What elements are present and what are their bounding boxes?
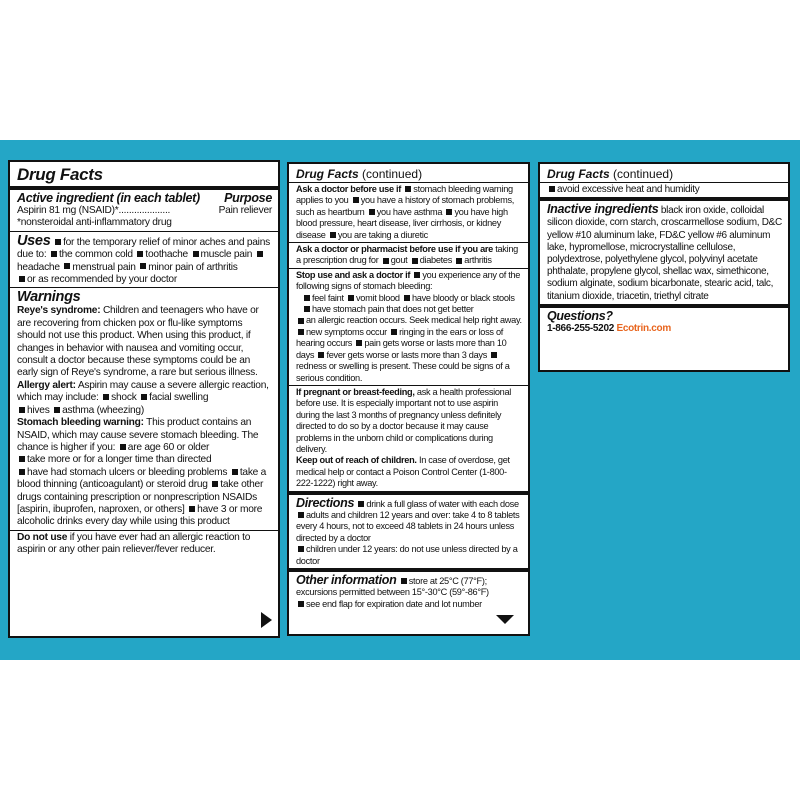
stop-item: feel faint xyxy=(312,292,344,303)
stop-item: vomit blood xyxy=(356,292,400,303)
ask-pharmacist-label: Ask a doctor or pharmacist before use if you are xyxy=(296,244,493,255)
active-ingredient-header-row xyxy=(17,191,272,205)
allergy-label: Allergy alert: xyxy=(17,379,76,391)
divider xyxy=(289,242,528,243)
pregnant-text: ask a health professional before use. It is especially important not to use aspirin during the last 3 months of pregnancy unless definitely directed to do so by a doctor because it may cause problems in the unborn child or complications during delivery. xyxy=(296,386,512,454)
continued-text: (continued) xyxy=(613,167,674,181)
ingredient-row xyxy=(17,205,272,217)
website-link[interactable]: Ecotrin.com xyxy=(616,322,671,334)
stop-item: pain gets worse or lasts more than 10 days xyxy=(296,338,507,360)
stop-item: new symptoms occur xyxy=(306,326,387,337)
allergy-alert xyxy=(17,380,272,417)
inactive-heading: Inactive ingredients xyxy=(547,202,659,217)
ingredient-name: Aspirin 81 mg (NSAID)* xyxy=(17,205,119,216)
stop-item: have stomach pain that does not get better xyxy=(312,304,474,315)
directions-section xyxy=(296,496,522,567)
uses-heading: Uses xyxy=(17,232,51,249)
inactive-text: black iron oxide, colloidal silicon dioxide, corn starch, croscarmellose sodium, D&C yellow #10 aluminum lake, FD&C yellow #6 aluminum lake, hypromellose, microcrystalline cellulose, polydextrose, polyethylene glycol, polyvinyl acetate phthalate, propylene glycol, shellac wax, simethicone, sodium alginate, sodium bicarbonate, stearic acid, talc, titanium dioxide, triacetin, triethyl citrate xyxy=(547,205,782,302)
stop-item: ringing in the ears or loss of hearing occurs xyxy=(296,326,504,349)
inactive-ingredients-section xyxy=(547,202,782,303)
stop-item: fever gets worse or lasts more than 3 days xyxy=(326,349,487,360)
allergy-item: shock xyxy=(111,392,137,404)
other-info-heading: Other information xyxy=(296,573,397,587)
reye-label: Reye's syndrome: xyxy=(17,305,101,317)
continued-text: (continued) xyxy=(362,167,423,181)
stomach-item: are age 60 or older xyxy=(127,441,210,453)
ask-pharmacist-text: taking a prescription drug for xyxy=(296,244,518,266)
directions-heading: Directions xyxy=(296,495,355,510)
stomach-item: have 3 or more alcoholic drinks every day while using this product xyxy=(17,503,263,528)
pregnant-label: If pregnant or breast-feeding, xyxy=(296,386,415,397)
active-ingredient-heading: Active ingredient (in each tablet) xyxy=(17,191,200,205)
divider xyxy=(289,182,528,183)
stop-item: redness or swelling is present. These could be signs of a serious condition. xyxy=(296,361,510,383)
ingredient-purpose: Pain reliever xyxy=(218,205,272,216)
other-info-section xyxy=(296,573,522,610)
ask-pharmacist-section xyxy=(296,244,522,267)
stomach-label: Stomach bleeding warning: xyxy=(17,417,144,429)
keep-out-section xyxy=(296,455,522,489)
ask-doctor-item: you are taking a diuretic xyxy=(337,229,428,240)
do-not-use-text: if you have ever had an allergic reaction to aspirin or any other pain reliever/fever reducer. xyxy=(17,531,251,556)
allergy-item: hives xyxy=(27,404,50,416)
stomach-text: This product contains an NSAID, which may cause severe stomach bleeding. The chance is higher if you: xyxy=(17,417,259,453)
reye-text: Children and teenagers who have or are recovering from chicken pox or flu-like symptoms should not use this product. When using this product, if changes in behavior with nausea and vomiting occur, consult a doctor because these symptoms could be an early sign of Reye's syndrome, a rare but serious illness. xyxy=(17,305,259,379)
uses-item: menstrual pain xyxy=(72,261,136,273)
uses-text: for the temporary relief of minor aches and pains due to: xyxy=(17,236,270,261)
divider xyxy=(10,231,278,232)
divider xyxy=(10,186,278,190)
arrow-down-icon xyxy=(496,615,514,624)
divider xyxy=(289,568,528,572)
ask-pharmacist-item: arthritis xyxy=(464,255,492,266)
divider xyxy=(10,530,278,531)
directions-item: adults and children 12 years and over: take 4 to 8 tablets every 4 hours, not to exceed 48 tablets in 24 hours unless directed by a doctor xyxy=(296,509,520,543)
stomach-item: have had stomach ulcers or bleeding problems xyxy=(27,466,228,478)
arrow-right-icon xyxy=(261,612,272,628)
storage-note xyxy=(547,184,782,196)
divider xyxy=(540,182,788,183)
questions-heading: Questions? xyxy=(547,308,613,323)
ask-doctor-item: stomach bleeding warning applies to you xyxy=(296,184,513,206)
allergy-text: Aspirin may cause a severe allergic reaction, which may include: xyxy=(17,379,269,404)
uses-item: minor pain of arthritis xyxy=(148,261,238,273)
divider xyxy=(10,287,278,288)
uses-item: the common cold xyxy=(59,249,133,261)
divider xyxy=(540,304,788,308)
ask-doctor-section xyxy=(296,184,522,241)
drug-facts-continued-title xyxy=(296,167,522,181)
uses-item: or as recommended by your doctor xyxy=(27,274,177,286)
uses-section xyxy=(17,233,272,287)
uses-item: muscle pain xyxy=(200,249,253,261)
ask-doctor-item: you have a history of stomach problems, such as heartburn xyxy=(296,195,515,217)
allergy-item: asthma (wheezing) xyxy=(62,404,144,416)
drug-facts-panel-3 xyxy=(538,162,790,372)
ask-doctor-item: you have high blood pressure, heart disease, liver cirrhosis, or kidney disease xyxy=(296,206,508,240)
ask-doctor-item: you have asthma xyxy=(376,206,443,217)
avoid-text: avoid excessive heat and humidity xyxy=(557,184,700,195)
contact-row xyxy=(547,323,782,335)
stop-item: an allergic reaction occurs. Seek medical help right away. xyxy=(306,315,522,326)
allergy-item: facial swelling xyxy=(149,392,209,404)
keep-out-text: In case of overdose, get medical help or contact a Poison Control Center (1-800-222-1222) right away. xyxy=(296,455,510,489)
other-info-item: see end flap for expiration date and lot number xyxy=(306,598,482,609)
directions-item: drink a full glass of water with each dose xyxy=(366,498,519,509)
uses-item: headache xyxy=(17,261,60,273)
stop-item: have bloody or black stools xyxy=(411,292,515,303)
ask-doctor-label: Ask a doctor before use if xyxy=(296,184,402,194)
warnings-heading: Warnings xyxy=(17,289,81,306)
divider xyxy=(289,491,528,495)
stomach-item: take a blood thinning (anticoagulant) or steroid drug xyxy=(17,466,267,491)
do-not-use xyxy=(17,532,272,557)
divider xyxy=(289,268,528,269)
other-info-item: store at 25°C (77°F); excursions permitted between 15°-30°C (59°-86°F) xyxy=(296,576,489,598)
stop-use-text: you experience any of the following signs of stomach bleeding: xyxy=(296,269,521,292)
reye-warning xyxy=(17,305,272,379)
title-text: Drug Facts xyxy=(296,167,359,181)
directions-item: children under 12 years: do not use unless directed by a doctor xyxy=(296,544,518,566)
uses-item: toothache xyxy=(145,249,188,261)
divider xyxy=(540,197,788,201)
pregnant-section xyxy=(296,387,522,455)
stomach-item: take more or for a longer time than directed xyxy=(27,454,212,466)
divider xyxy=(289,385,528,386)
stop-use-section xyxy=(296,270,522,384)
stomach-bleeding-warning xyxy=(17,417,272,529)
ask-pharmacist-item: diabetes xyxy=(419,255,453,266)
purpose-heading: Purpose xyxy=(224,191,272,205)
drug-facts-panel-2 xyxy=(287,162,530,636)
drug-facts-continued-title xyxy=(547,167,782,181)
ingredient-dots: .................... xyxy=(118,205,171,216)
stomach-item: take other drugs containing prescription or nonprescription NSAIDs [aspirin, ibuprofen, naproxen, or others] xyxy=(17,479,264,515)
drug-facts-title: Drug Facts xyxy=(17,165,103,184)
stop-use-label: Stop use and ask a doctor if xyxy=(296,269,411,280)
drug-facts-panel-1 xyxy=(8,160,280,638)
ingredient-footnote: *nonsteroidal anti-inflammatory drug xyxy=(17,217,172,229)
do-not-use-label: Do not use xyxy=(17,531,68,543)
ask-pharmacist-item: gout xyxy=(390,255,408,266)
keep-out-label: Keep out of reach of children. xyxy=(296,455,417,466)
phone-number: 1-866-255-5202 xyxy=(547,322,614,334)
title-text: Drug Facts xyxy=(547,167,610,181)
